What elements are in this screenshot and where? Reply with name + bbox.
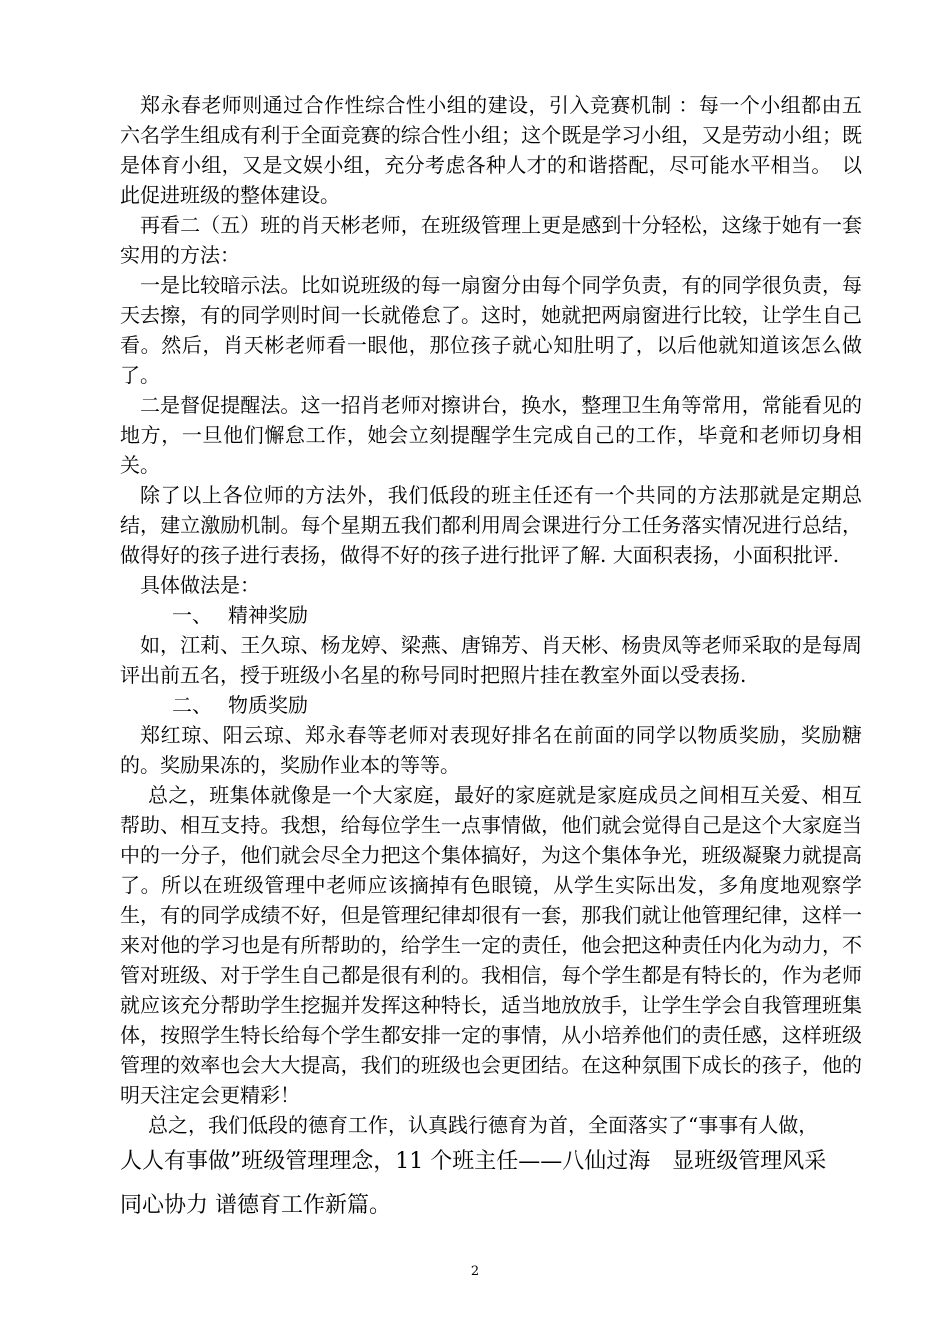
paragraph-group-competition: 郑永春老师则通过合作性综合性小组的建设，引入竞赛机制 ：每一个小组都由五六名学生组成有利于全面竞赛的综合性小组；这个既是学习小组，又是劳动小组；既是体育小组，又是文娱小组，充分考虑各种人才的和谐搭配，尽可能水平相当。 以此促进班级的整体建设。 [120,93,862,207]
paragraph-conclusion: 总之，班集体就像是一个大家庭，最好的家庭就是家庭成员之间相互关爱、相互帮助、相互支持。我想，给每位学生一点事情做，他们就会觉得自己是这个大家庭当中的一分子，他们就会尽全力把这个集体搞好，为这个集体争光，班级凝聚力就提高了。所以在班级管理中老师应该摘掉有色眼镜，从学生实际出发，多角度地观察学生，有的同学成绩不好，但是管理纪律却很有一套，那我们就让他管理纪律，这样一来对他的学习也是有所帮助的，给学生一定的责任，他会把这种责任内化为动力，不管对班级、对于学生自己都是很有利的。我相信，每个学生都是有特长的，作为老师就应该充分帮助学生挖掘并发挥这种特长，适当地放放手，让学生学会自我管理班集体，按照学生特长给每个学生都安排一定的事情，从小培养他们的责任感，这样班级管理的效率也会大大提高，我们的班级也会更团结。在这种氛围下成长的孩子，他的明天注定会更精彩！ [120,783,862,1107]
paragraph-incentive-mechanism: 除了以上各位师的方法外，我们低段的班主任还有一个共同的方法那就是定期总结，建立激励机制。每个星期五我们都利用周会课进行分工任务落实情况进行总结，做得好的孩子进行表扬，做得不好的孩子进行批评了解. 大面积表扬，小面积批评. [120,483,862,567]
paragraph-summary: 总之，我们低段的德育工作，认真践行德育为首，全面落实了“事事有人做， [148,1113,819,1137]
page-number: 2 [470,1264,480,1279]
paragraph-reminder-method: 二是督促提醒法。这一招肖老师对擦讲台，换水，整理卫生角等常用，常能看见的地方，一旦他们懈怠工作，她会立刻提醒学生完成自己的工作，毕竟和老师切身相关。 [120,393,862,477]
closing-line-2: 同心协力 谱德育工作新篇。 [120,1193,391,1218]
heading-spiritual-reward [120,600,862,630]
heading-number: 二、 [172,693,212,717]
paragraph-spiritual-reward: 如，江莉、王久琼、杨龙婷、梁燕、唐锦芳、肖天彬、杨贵凤等老师采取的是每周评出前五名，授于班级小名星的称号同时把照片挂在教室外面以受表扬. [120,633,862,687]
closing-line-1: 人人有事做”班级管理理念，11 个班主任——八仙过海 显班级管理风采 [120,1149,827,1174]
paragraph-xiao-intro: 再看二（五）班的肖天彬老师，在班级管理上更是感到十分轻松，这缘于她有一套实用的方法： [120,213,862,267]
heading-title: 精神奖励 [228,603,308,627]
document-body [120,90,862,1228]
heading-title: 物质奖励 [228,693,308,717]
paragraph-comparison-method: 一是比较暗示法。比如说班级的每一扇窗分由每个同学负责，有的同学很负责，每天去擦，有的同学则时间一长就倦怠了。这时，她就把两扇窗进行比较，让学生自己看。然后，肖天彬老师看一眼他，那位孩子就心知肚明了，以后他就知道该怎么做了。 [120,273,862,387]
paragraph-specific-methods: 具体做法是： [140,573,260,597]
heading-material-reward [120,690,862,720]
heading-number: 一、 [172,603,212,627]
paragraph-material-reward: 郑红琼、阳云琼、郑永春等老师对表现好排名在前面的同学以物质奖励，奖励糖的。奖励果冻的，奖励作业本的等等。 [120,723,862,777]
